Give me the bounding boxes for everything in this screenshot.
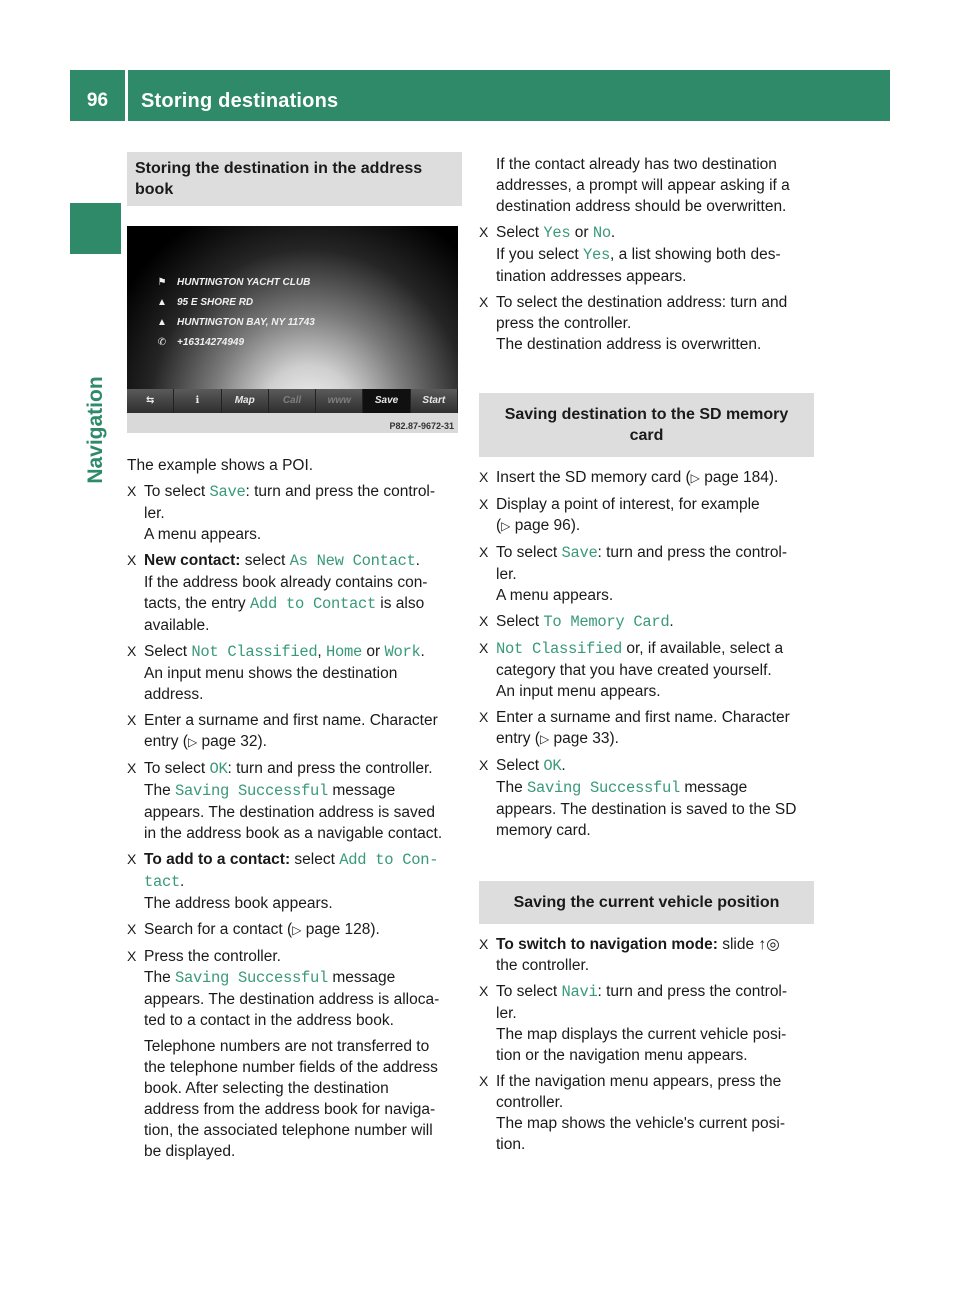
overwrite-intro: If the contact already has two destination addresses, a prompt will appear asking if a destination address should be overwritten.	[496, 156, 790, 215]
poi-city: HUNTINGTON BAY, NY 11743	[177, 317, 315, 328]
back-icon[interactable]: ⇆	[127, 389, 174, 413]
street-icon: ▲	[157, 297, 167, 308]
bullet-icon: X	[127, 948, 137, 964]
page-ref-icon: ▷	[187, 735, 198, 749]
code-ok-2: OK	[543, 757, 562, 775]
chapter-tab-marker	[70, 203, 121, 254]
bullet-icon: X	[127, 760, 137, 776]
code-yes: Yes	[543, 224, 571, 242]
poi-street: 95 E SHORE RD	[177, 297, 254, 308]
menu-map[interactable]: Map	[222, 389, 269, 413]
step-new-contact: X New contact: select As New Contact. If the address book already contains con- tacts, the entry Add to Contact is also available.	[127, 552, 428, 634]
poi-city-row	[155, 312, 315, 333]
bullet-icon: X	[479, 294, 489, 310]
menu-save[interactable]: Save	[363, 389, 410, 413]
info-icon[interactable]: ℹ	[174, 389, 221, 413]
step-to-memory-card: X Select To Memory Card.	[479, 613, 674, 631]
code-saving-successful-3: Saving Successful	[527, 779, 681, 797]
bullet-icon: X	[479, 936, 489, 952]
bullet-icon: X	[479, 496, 489, 512]
page-ref-icon: ▷	[501, 519, 511, 533]
bullet-icon: X	[479, 709, 489, 725]
bullet-icon: X	[127, 921, 137, 937]
figure-code: P82.87-9672-31	[389, 421, 454, 431]
bullet-icon: X	[127, 643, 137, 659]
step-press-controller: X Press the controller. The Saving Successful message appears. The destination address is alloca- ted to a contact in the address book. Telephone numbers are not transferred to the telephone number fields of the address book. After selecting the destination address from the address book for naviga- tion, the associated telephone number will be displayed.	[127, 948, 440, 1160]
code-home: Home	[326, 643, 363, 661]
bullet-icon: X	[479, 640, 489, 656]
poi-phone-row	[155, 332, 244, 353]
step-select-navi: X To select Navi: turn and press the control- ler. The map displays the current vehicle posi- tion or the navigation menu appears.	[479, 983, 788, 1064]
section-heading-sd-card: Saving destination to the SD memory card	[479, 393, 814, 457]
bullet-icon: X	[127, 552, 137, 568]
page-number: 96	[86, 90, 109, 111]
code-saving-successful: Saving Successful	[175, 782, 329, 800]
page-title: Storing destinations	[141, 90, 339, 112]
bullet-icon: X	[479, 1073, 489, 1089]
code-save-2: Save	[561, 544, 598, 562]
bullet-icon: X	[479, 224, 489, 240]
page-ref-icon: ▷	[690, 471, 700, 485]
code-work: Work	[384, 643, 421, 661]
menu-www[interactable]: www	[316, 389, 363, 413]
step-select-category: X Select Not Classified, Home or Work. An input menu shows the destination address.	[127, 643, 425, 703]
figure-code-bar	[127, 413, 458, 433]
step-switch-navigation: X To switch to navigation mode: slide ↑◎ the controller.	[479, 936, 780, 974]
menu-call[interactable]: Call	[269, 389, 316, 413]
code-ok: OK	[209, 760, 228, 778]
step-search-contact: X Search for a contact (▷ page 128).	[127, 921, 380, 938]
step-select-ok-2: X Select OK. The Saving Successful message appears. The destination is saved to the SD memory card.	[479, 757, 797, 839]
section-heading-vehicle-position: Saving the current vehicle position	[479, 881, 814, 924]
code-add-to-contact-2: Add to Con‑	[339, 851, 439, 869]
code-save: Save	[209, 483, 246, 501]
menu-start[interactable]: Start	[411, 389, 458, 413]
step-navigation-menu: X If the navigation menu appears, press the controller. The map shows the vehicle's current posi- tion.	[479, 1073, 785, 1153]
page-ref-icon: ▷	[539, 732, 550, 746]
bullet-icon: X	[127, 851, 137, 867]
code-no: No	[592, 224, 611, 242]
code-not-classified: Not Classified	[191, 643, 318, 661]
step-select-yes-no: X Select Yes or No. If you select Yes, a list showing both des- tination addresses appears.	[479, 224, 781, 285]
code-navi: Navi	[561, 983, 598, 1001]
bullet-icon: X	[479, 544, 489, 560]
controller-slide-icon: ↑◎	[758, 936, 780, 953]
bullet-icon: X	[127, 483, 137, 499]
city-icon: ▲	[157, 317, 167, 328]
section-heading-address-book: Storing the destination in the address book	[127, 152, 462, 206]
display-screen	[127, 226, 458, 389]
step-select-destination-address: X To select the destination address: turn and press the controller. The destination address is overwritten.	[479, 294, 788, 353]
step-enter-name: X Enter a surname and first name. Character entry (▷ page 32).	[127, 712, 438, 750]
bullet-icon: X	[479, 613, 489, 629]
poi-icon: ⚑	[157, 277, 167, 288]
right-column	[479, 154, 814, 1155]
poi-phone: +16314274949	[177, 337, 245, 348]
code-saving-successful-2: Saving Successful	[175, 969, 329, 987]
code-add-to-contact: Add to Contact	[249, 595, 376, 613]
poi-screen-figure	[127, 226, 458, 433]
bullet-icon: X	[127, 712, 137, 728]
header-separator	[125, 70, 128, 121]
code-not-classified-2: Not Classified	[496, 640, 623, 658]
screen-menu-bar	[127, 389, 458, 413]
poi-name: HUNTINGTON YACHT CLUB	[177, 277, 311, 288]
bullet-icon: X	[479, 983, 489, 999]
left-column	[127, 152, 462, 1162]
poi-name-row	[155, 272, 310, 293]
intro-text: The example shows a POI.	[127, 457, 314, 474]
step-select-ok: X To select OK: turn and press the controller. The Saving Successful message appears. The destination address is saved in the address book as a navigable contact.	[127, 760, 443, 842]
code-to-memory-card: To Memory Card	[543, 613, 670, 631]
step-add-to-contact: X To add to a contact: select Add to Con‑ tact. The address book appears.	[127, 851, 439, 912]
bullet-icon: X	[479, 757, 489, 773]
step-enter-name-2: X Enter a surname and first name. Character entry (▷ page 33).	[479, 709, 790, 747]
bullet-icon: X	[479, 469, 489, 485]
phone-icon: ✆	[157, 337, 167, 348]
step-display-poi: X Display a point of interest, for example (▷ page 96).	[479, 496, 760, 534]
step-select-save: X To select Save: turn and press the control- ler. A menu appears.	[127, 483, 436, 543]
page-ref-icon: ▷	[292, 923, 302, 937]
poi-street-row	[155, 292, 253, 313]
code-yes-2: Yes	[583, 246, 611, 264]
step-not-classified: X Not Classified or, if available, select a category that you have created yourself. An input menu appears.	[479, 640, 784, 700]
step-select-save-2: X To select Save: turn and press the control- ler. A menu appears.	[479, 544, 788, 604]
code-as-new-contact: As New Contact	[289, 552, 416, 570]
step-insert-sd: X Insert the SD memory card (▷ page 184).	[479, 469, 779, 486]
chapter-label: Navigation	[84, 376, 107, 484]
